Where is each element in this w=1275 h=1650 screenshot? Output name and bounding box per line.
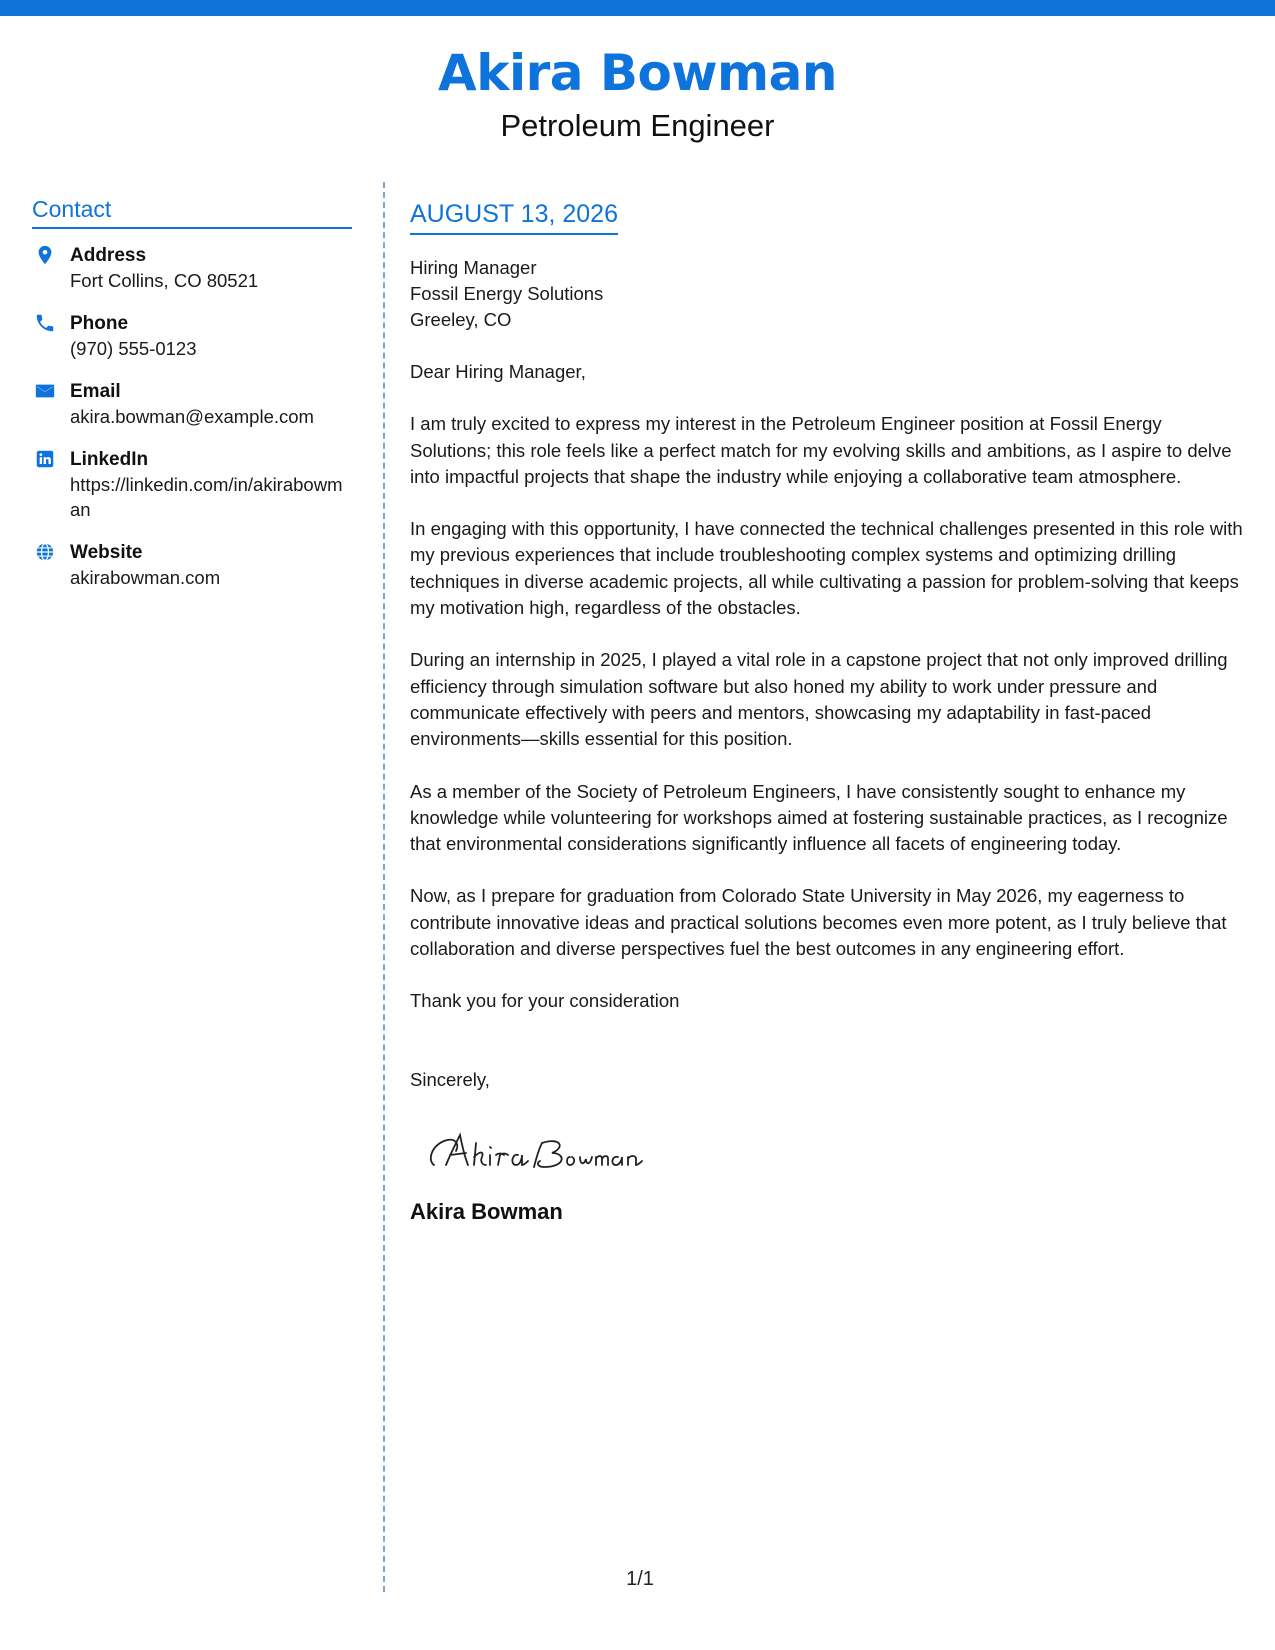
- contact-sidebar: [32, 195, 352, 608]
- contact-linkedin: [32, 447, 352, 522]
- contact-address: [32, 243, 352, 293]
- body-paragraph: Thank you for your consideration: [410, 990, 680, 1012]
- body-paragraph: Now, as I prepare for graduation from Colorado State University in May 2026, my eagerness to contribute innovative ideas and practical solutions becomes even more potent, as I truly believe that collaboration and diverse perspectives fuel the best outcomes in any engineering effort.: [410, 885, 1227, 960]
- globe-icon: [34, 541, 56, 563]
- closing: Sincerely,: [410, 1068, 490, 1090]
- applicant-title: Petroleum Engineer: [500, 108, 775, 143]
- website-value[interactable]: akirabowman.com: [70, 567, 221, 588]
- body-paragraph: In engaging with this opportunity, I have connected the technical challenges presented in this role with my previous experiences that include troubleshooting complex systems and optimizing drilling techniques in diverse academic projects, all while cultivating a passion for problem-solving that keeps my motivation high, regardless of the obstacles.: [410, 518, 1243, 619]
- contact-email: [32, 379, 352, 429]
- letter-body: [410, 198, 1248, 1225]
- body-paragraph: As a member of the Society of Petroleum Engineers, I have consistently sought to enhance my knowledge while volunteering for workshops aimed at fostering sustainable practices, as I recognize that environmental considerations significantly influence all facets of engineering today.: [410, 780, 1228, 855]
- letter-header: [0, 40, 1275, 146]
- column-divider: [383, 182, 385, 1592]
- recipient-line: Hiring Manager: [410, 257, 537, 278]
- phone-label: Phone: [70, 313, 129, 334]
- recipient-line: Fossil Energy Solutions: [410, 283, 604, 304]
- phone-value: (970) 555-0123: [70, 338, 197, 359]
- linkedin-label: LinkedIn: [70, 449, 149, 470]
- address-label: Address: [70, 245, 147, 266]
- letter-date: AUGUST 13, 2026: [410, 198, 618, 235]
- body-paragraph: I am truly excited to express my interest in the Petroleum Engineer position at Fossil Energy Solutions; this role feels like a perfect match for my evolving skills and ambitions, as I aspire to delve into impactful projects that shape the industry while enjoying a collaborative team atmosphere.: [410, 413, 1232, 487]
- email-icon: [34, 380, 56, 402]
- linkedin-icon: [34, 448, 56, 470]
- recipient-block: [410, 255, 1248, 333]
- contact-section-title: Contact: [32, 195, 352, 229]
- salutation: Dear Hiring Manager,: [410, 361, 586, 382]
- email-value[interactable]: akira.bowman@example.com: [70, 406, 314, 427]
- body-paragraph: During an internship in 2025, I played a vital role in a capstone project that not only improved drilling efficiency through simulation software but also honed my ability to work under pressure and communicate effectively with peers and mentors, showcasing my adaptability in fast-paced environments—skills essential for this position.: [410, 649, 1228, 750]
- website-label: Website: [70, 542, 143, 563]
- top-accent-bar: [0, 0, 1275, 16]
- handwritten-signature: [420, 1121, 1248, 1181]
- linkedin-value[interactable]: https://linkedin.com/in/akirabowman: [70, 474, 343, 520]
- address-value: Fort Collins, CO 80521: [70, 270, 259, 291]
- phone-icon: [34, 312, 56, 334]
- contact-phone: [32, 311, 352, 361]
- recipient-line: Greeley, CO: [410, 309, 512, 330]
- signer-name: Akira Bowman: [410, 1198, 563, 1224]
- applicant-name: Akira Bowman: [438, 44, 837, 102]
- email-label: Email: [70, 381, 121, 402]
- contact-website: [32, 540, 352, 590]
- page-number: 1/1: [626, 1568, 654, 1590]
- map-pin-icon: [34, 244, 56, 266]
